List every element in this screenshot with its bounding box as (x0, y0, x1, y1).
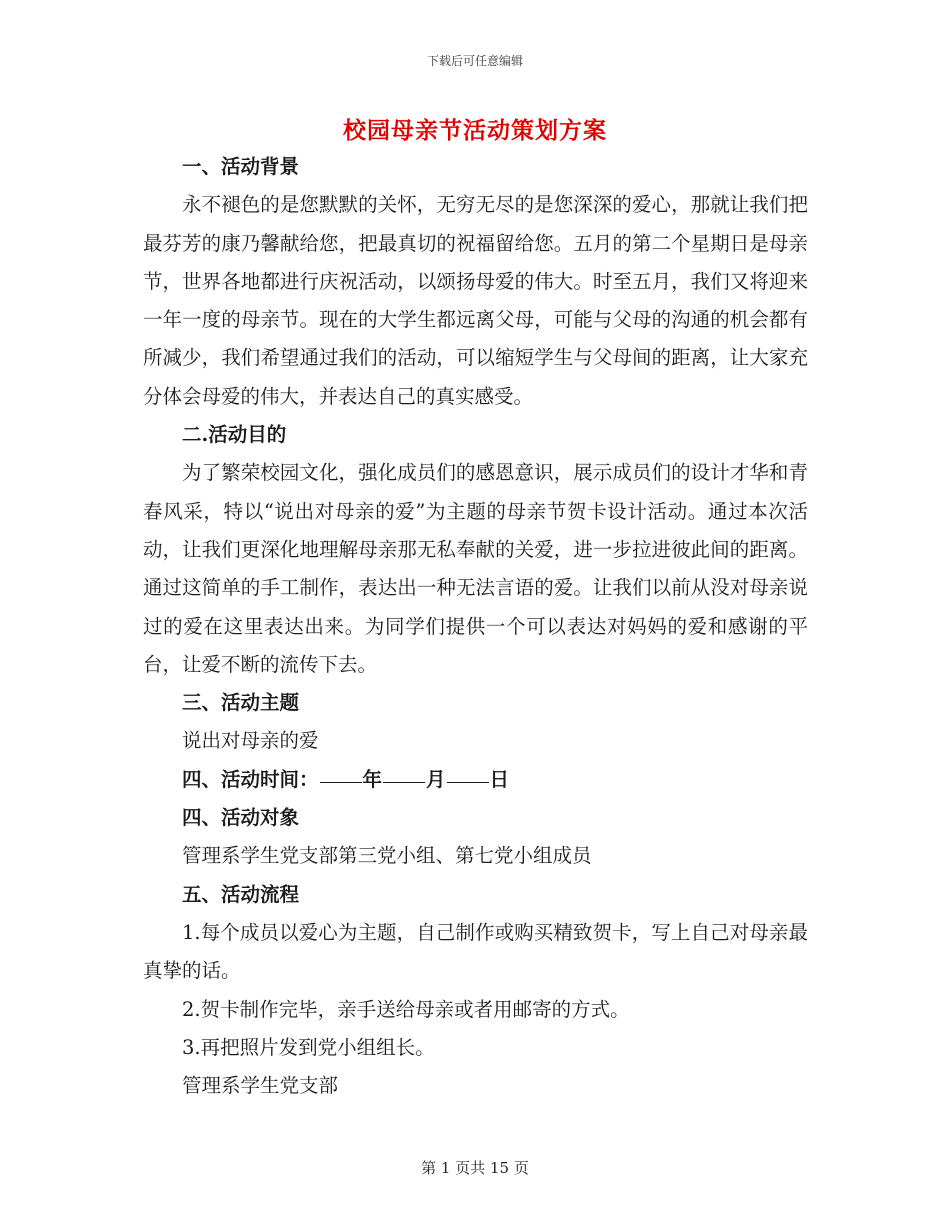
section-heading-purpose: 二.活动目的 (182, 423, 287, 447)
process-step: 1.每个成员以爱心为主题，自己制作或购买精致贺卡，写上自己对母亲最真挚的话。 (143, 920, 808, 983)
day-blank (447, 781, 489, 783)
section-text-audience: 管理系学生党支部第三党小组、第七党小组成员 (182, 844, 592, 868)
page-header-note: 下载后可任意编辑 (426, 54, 523, 68)
page-footer-number: 第 1 页共 15 页 (421, 1159, 529, 1177)
section-heading-audience: 四、活动对象 (182, 806, 300, 830)
year-label: 年 (362, 767, 383, 791)
process-step: 2.贺卡制作完毕，亲手送给母亲或者用邮寄的方式。 (182, 997, 630, 1021)
section-text-theme: 说出对母亲的爱 (182, 729, 319, 753)
signature: 管理系学生党支部 (182, 1074, 339, 1098)
document-body (143, 148, 808, 1105)
section-heading-theme: 三、活动主题 (182, 691, 300, 715)
section-text-background: 永不褪色的是您默默的关怀，无穷无尽的是您深深的爱心，那就让我们把最芬芳的康乃馨献给您，把最真切的祝福留给您。五月的第二个星期日是母亲节，世界各地都进行庆祝活动，以颂扬母爱的伟大。时至五月，我们又将迎来一年一度的母亲节。现在的大学生都远离父母，可能与父母的沟通的机会都有所减少，我们希望通过我们的活动，可以缩短学生与父母间的距离，让大家充分体会母爱的伟大，并表达自己的真实感受。 (143, 193, 808, 408)
section-heading-process: 五、活动流程 (182, 882, 300, 906)
document-title: 校园母亲节活动策划方案 (343, 117, 607, 144)
month-blank (383, 781, 425, 783)
section-text-purpose: 为了繁荣校园文化，强化成员们的感恩意识，展示成员们的设计才华和青春风采，特以“说出对母亲的爱”为主题的母亲节贺卡设计活动。通过本次活动，让我们更深化地理解母亲那无私奉献的关爱，进一步拉进彼此间的距离。通过这简单的手工制作，表达出一种无法言语的爱。让我们以前从没对母亲说过的爱在这里表达出来。为同学们提供一个可以表达对妈妈的爱和感谢的平台，让爱不断的流传下去。 (143, 461, 808, 676)
month-label: 月 (426, 767, 446, 791)
section-heading-background: 一、活动背景 (182, 155, 300, 178)
year-blank (320, 781, 362, 783)
process-step: 3.再把照片发到党小组组长。 (182, 1035, 435, 1059)
section-heading-time (143, 761, 808, 799)
day-label: 日 (489, 767, 510, 791)
time-label: 四、活动时间： (182, 767, 319, 791)
